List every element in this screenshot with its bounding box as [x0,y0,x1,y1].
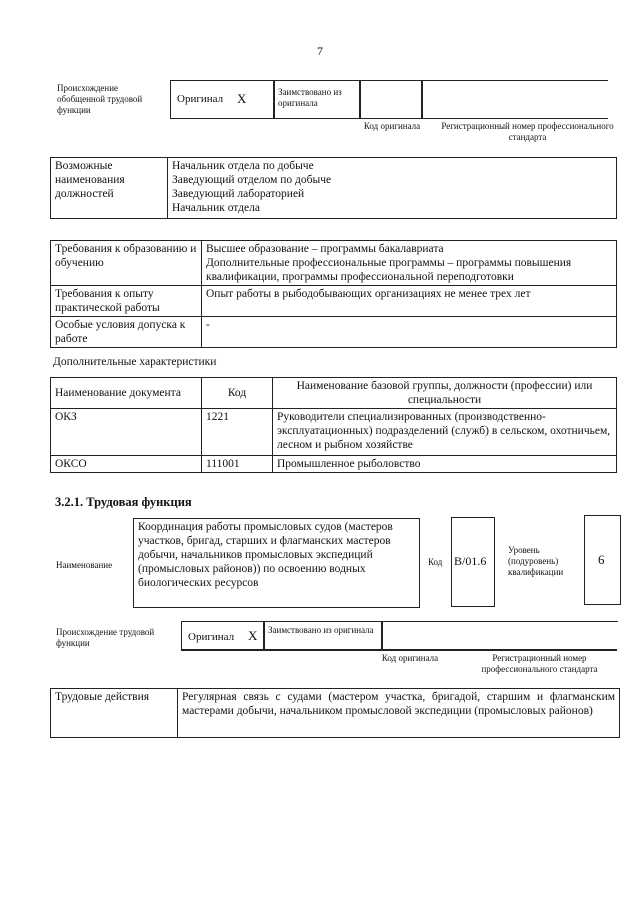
reg2-caption: Регистрационный номер профессионального стандарта [481,653,598,674]
level-value: 6 [598,552,605,567]
requirement-value [202,241,617,286]
borrowed2-label: Заимствовано из оригинала [268,625,374,635]
original-cell [170,80,275,119]
original-mark: X [237,91,247,106]
position-item: Заведующий отделом по добыче [172,174,332,186]
position-item: Заведующий лабораторией [172,188,305,200]
header-doc: Наименование документа [51,378,202,409]
position-item: Начальник отдела [172,202,260,214]
row-group: Руководители специализированных (производственно-эксплуатационных) подразделений (служб) в сельском, охотничьем, лесном и рыбном хозяйстве [273,409,617,456]
requirement-value: Опыт работы в рыбодобывающих организациях не менее трех лет [202,286,617,317]
code-box [451,517,495,607]
code-label: Код [428,557,443,567]
name-label: Наименование [56,560,113,570]
original-code-cell [359,80,423,119]
header-code: Код [202,378,273,409]
function-name: Координация работы промысловых судов (мастеров участков, бригад, старших и флагманских мастеров добычи, начальников промысловых экспедиций (промысловых районов)) по освоению водных биологических ресурсов [133,518,420,608]
requirement-line: Дополнительные профессиональные программы – программы повышения квалификации, программы профессиональной переподготовки [206,257,572,283]
function-heading: 3.2.1. Трудовая функция [55,495,192,509]
reg2-cell [381,621,618,650]
original2-cell [181,621,265,650]
requirement-label: Требования к образованию и обучению [51,241,202,286]
row-code: 111001 [202,456,273,473]
borrowed2-cell [263,621,383,650]
requirement-label: Требования к опыту практической работы [51,286,202,317]
row-doc: ОКСО [51,456,202,473]
positions-label: Возможные наименования должностей [51,158,168,219]
level-label: Уровень (подуровень) квалификации [508,545,564,577]
code-caption: Код оригинала [363,121,421,131]
requirements-table [50,240,617,348]
requirement-line: Высшее образование – программы бакалавриата [206,243,444,255]
origin2-label: Происхождение трудовой функции [56,627,155,648]
row-group: Промышленное рыболовство [273,456,617,473]
header-group: Наименование базовой группы, должности (профессии) или специальности [273,378,617,409]
original2-label: Оригинал [188,631,235,643]
code2-caption: Код оригинала [381,653,439,663]
reg-caption: Регистрационный номер профессионального стандарта [441,121,614,142]
positions-table [50,157,617,219]
position-item: Начальник отдела по добыче [172,160,314,172]
original-label: Оригинал [177,93,224,105]
actions-label: Трудовые действия [51,689,178,738]
level-box [584,515,621,605]
code-value: B/01.6 [454,554,487,568]
actions-table [50,688,620,738]
positions-list [168,158,617,219]
reg-number-cell [421,80,608,119]
origin-label: Происхождение обобщенной трудовой функции [57,83,143,115]
borrowed-label: Заимствовано из оригинала [278,87,342,108]
additional-table [50,377,617,473]
requirement-label: Особые условия допуска к работе [51,317,202,348]
original2-mark: X [248,628,258,643]
origin2-divider [181,649,617,651]
additional-title: Дополнительные характеристики [53,356,217,368]
requirement-value: - [202,317,617,348]
row-code: 1221 [202,409,273,456]
actions-value: Регулярная связь с судами (мастером участка, бригадой, старшим и флагманским мастерами добычи, начальником промысловой экспедиции (промысловых районов) [178,689,620,738]
page-number: 7 [317,44,323,58]
row-doc: ОКЗ [51,409,202,456]
borrowed-cell [273,80,361,119]
